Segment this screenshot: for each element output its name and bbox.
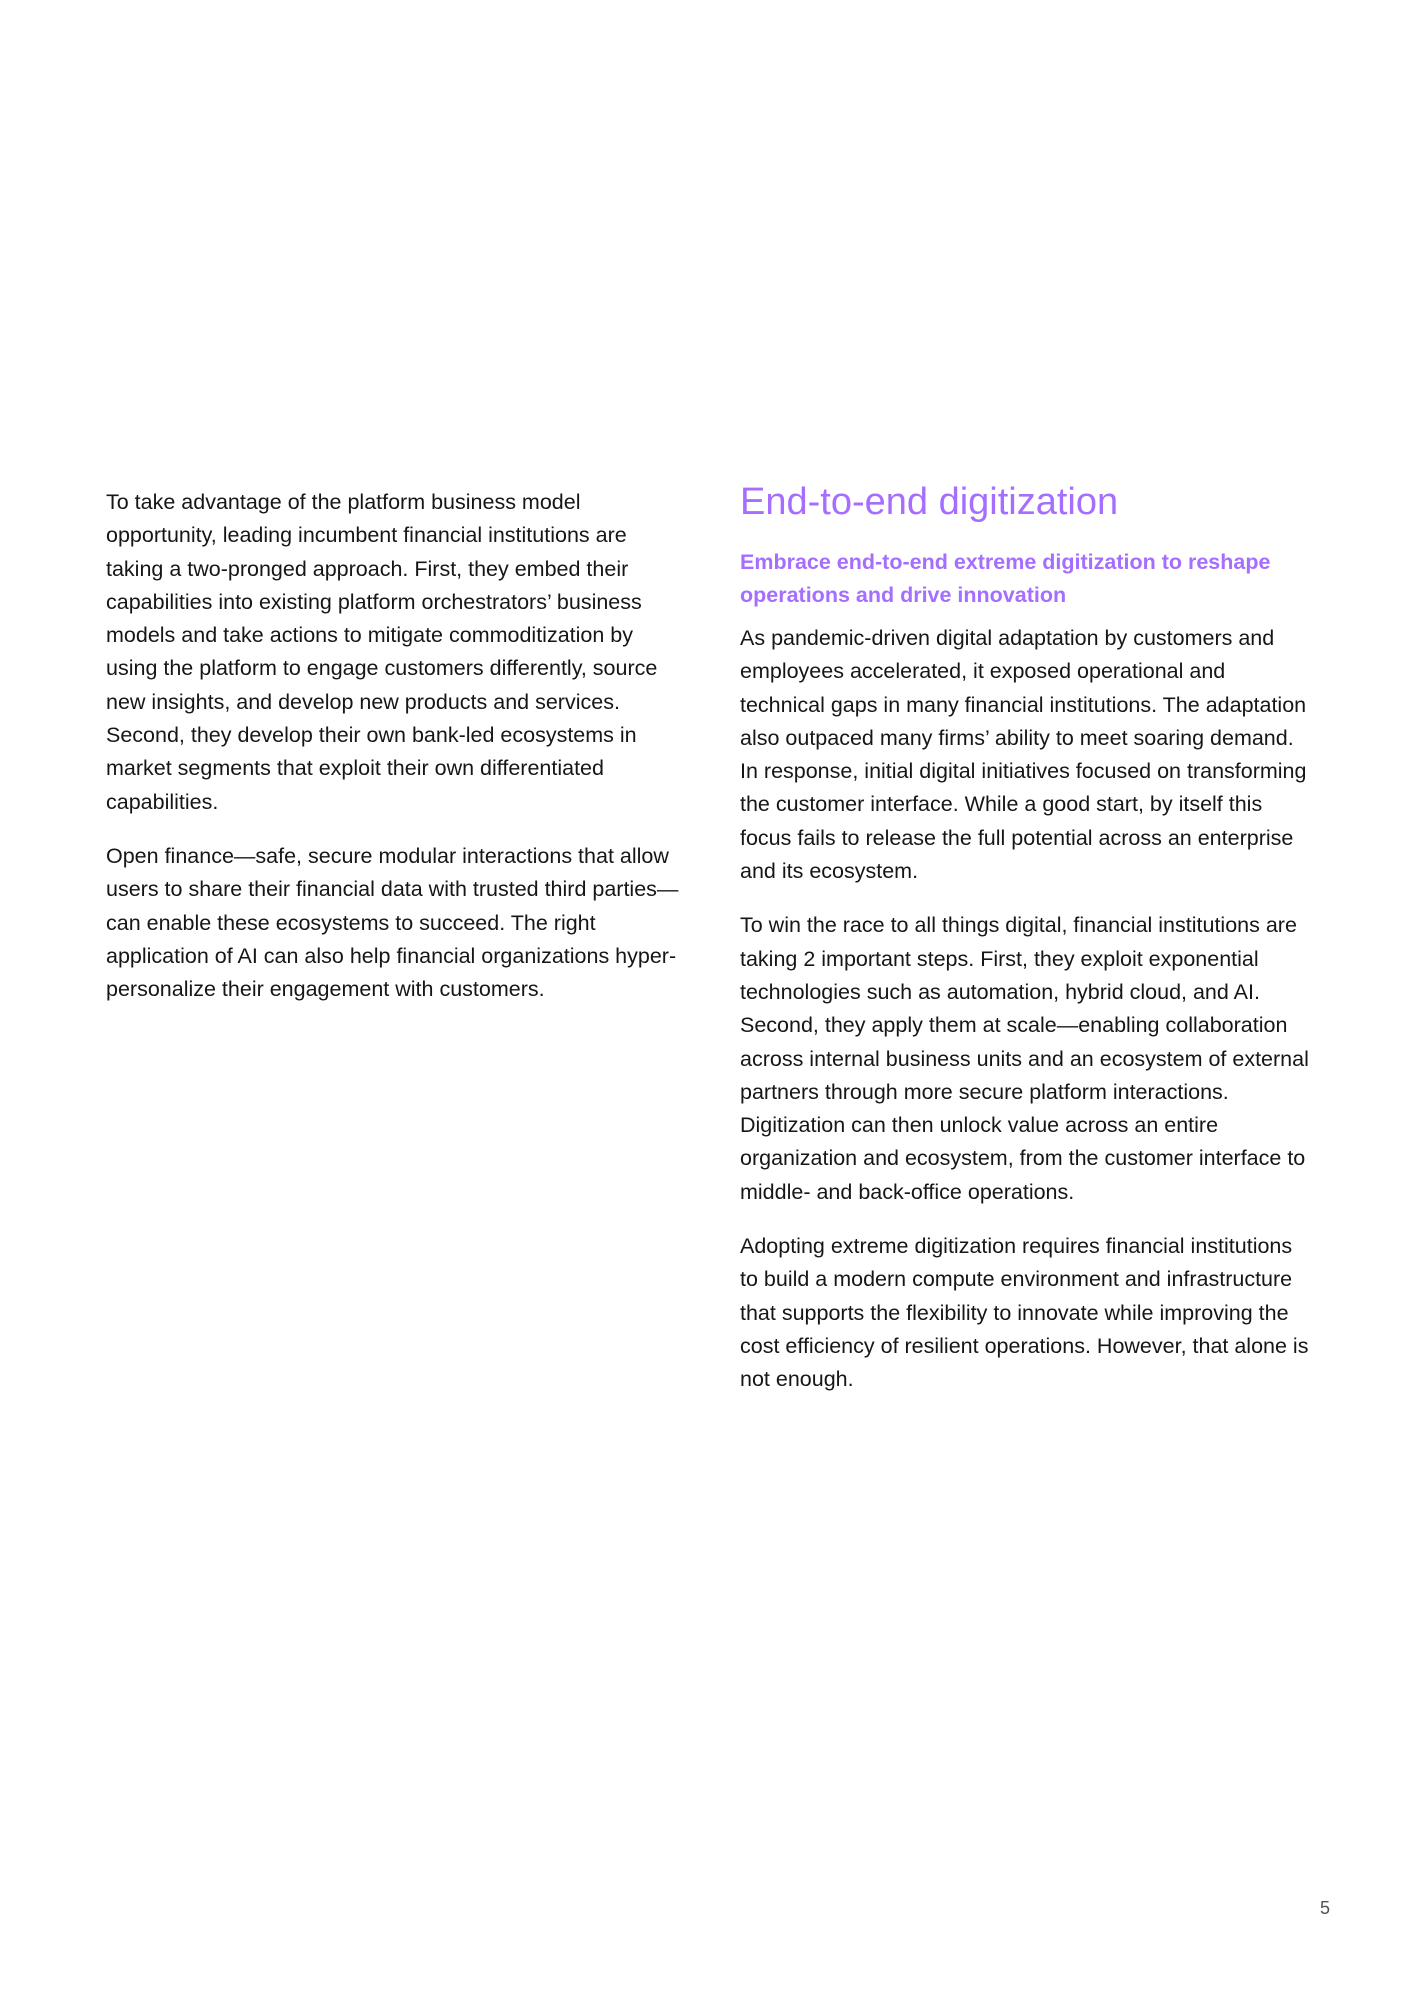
right-column (740, 478, 1310, 1418)
section-subtitle: Embrace end-to-end extreme digitization to reshape operations and drive innovation (740, 550, 1271, 607)
right-paragraph-1: As pandemic-driven digital adaptation by customers and employees accelerated, it exposed operational and technical gaps in many financial institutions. The adaptation also outpaced many firms’ ability to meet soaring demand. In response, initial digital initiatives focused on transforming the customer interface. While a good start, by itself this focus fails to release the full potential across an enterprise and its ecosystem. (740, 626, 1307, 884)
right-paragraph-2: To win the race to all things digital, financial institutions are taking 2 important steps. First, they exploit exponential technologies such as automation, hybrid cloud, and AI. Second, they apply them at scale—enabling collaboration across internal business units and an ecosystem of external partners through more secure platform interactions. Digitization can then unlock value across an entire organization and ecosystem, from the customer interface to middle- and back-office operations. (740, 913, 1309, 1204)
page-number: 5 (1319, 1898, 1330, 1918)
right-paragraph-3: Adopting extreme digitization requires financial institutions to build a modern compute environment and infrastructure that supports the flexibility to innovate while improving the cost efficiency of resilient operations. However, that alone is not enough. (740, 1234, 1309, 1392)
left-column (106, 486, 686, 1027)
left-paragraph-2: Open finance—safe, secure modular interactions that allow users to share their financial data with trusted third parties—can enable these ecosystems to succeed. The right application of AI can also help financial organizations hyper-personalize their engagement with customers. (106, 843, 679, 1002)
section-title: End-to-end digitization (740, 481, 1119, 523)
left-paragraph-1: To take advantage of the platform business model opportunity, leading incumbent financial institutions are taking a two-pronged approach. First, they embed their capabilities into existing platform orchestrators’ business models and take actions to mitigate commoditization by using the platform to engage customers differently, source new insights, and develop new products and services. Second, they develop their own bank-led ecosystems in market segments that exploit their own differentiated capabilities. (106, 490, 658, 814)
